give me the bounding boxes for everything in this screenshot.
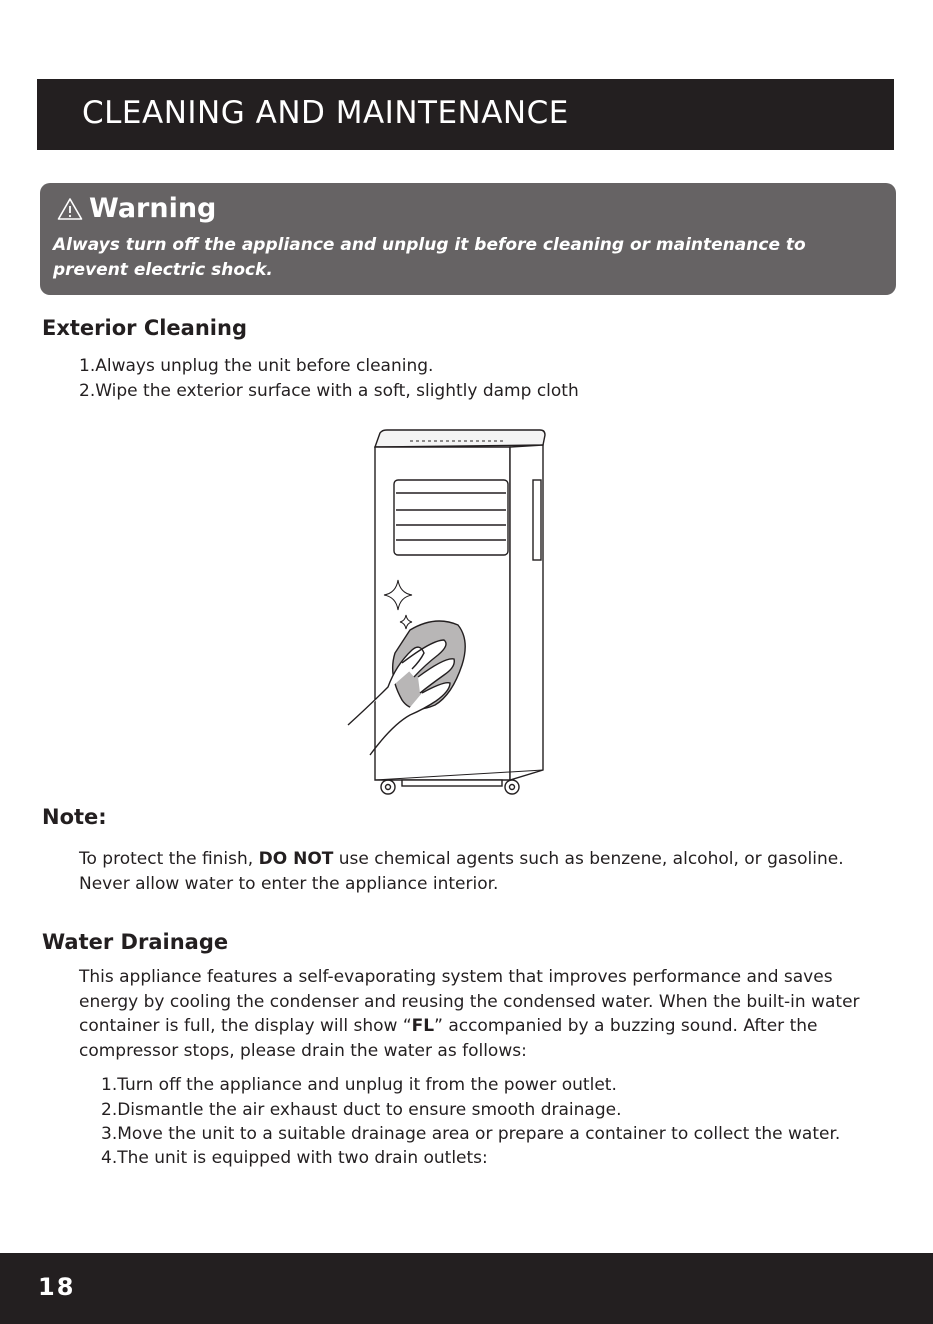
drainage-intro-pre: This appliance features a self-evaporating system that improves performance and saves energy by cooling the condenser and reusing the condensed water. When the built-in water container is full, the display will show “ <box>79 967 860 1036</box>
drainage-step-3: 3.Move the unit to a suitable drainage area or prepare a container to collect the water. <box>101 1124 841 1144</box>
note-text-bold: DO NOT <box>258 849 334 869</box>
note-line-2: Never allow water to enter the appliance interior. <box>79 874 499 894</box>
note-text-pre: To protect the finish, <box>79 849 259 869</box>
page-number: 18 <box>38 1273 76 1301</box>
warning-heading <box>57 193 216 224</box>
drainage-intro-post: ” accompanied by a buzzing sound. After the compressor stops, please drain the water as follows: <box>79 1016 818 1061</box>
exterior-cleaning-heading: Exterior Cleaning <box>42 316 247 340</box>
note-text-post: use chemical agents such as benzene, alcohol, or gasoline. <box>333 849 844 869</box>
drainage-step-1: 1.Turn off the appliance and unplug it from the power outlet. <box>101 1075 617 1095</box>
note-line-1 <box>79 847 844 872</box>
warning-triangle-icon <box>57 197 83 221</box>
warning-title: Warning <box>89 193 217 224</box>
section-header-bar <box>37 79 894 150</box>
drainage-step-2: 2.Dismantle the air exhaust duct to ensure smooth drainage. <box>101 1100 622 1120</box>
water-drainage-heading: Water Drainage <box>42 930 229 954</box>
cleaning-illustration <box>340 425 555 800</box>
drainage-intro <box>79 965 869 1063</box>
footer-bar <box>0 1253 933 1324</box>
warning-box <box>40 183 896 295</box>
page-title: CLEANING AND MAINTENANCE <box>82 95 569 131</box>
note-heading: Note: <box>42 805 107 829</box>
exterior-step-1: 1.Always unplug the unit before cleaning. <box>79 356 434 376</box>
exterior-step-2: 2.Wipe the exterior surface with a soft, slightly damp cloth <box>79 381 579 401</box>
drainage-step-4: 4.The unit is equipped with two drain outlets: <box>101 1148 488 1168</box>
drainage-intro-bold: FL <box>411 1016 435 1036</box>
warning-text: Always turn off the appliance and unplug it before cleaning or maintenance to prevent electric shock. <box>53 235 806 280</box>
